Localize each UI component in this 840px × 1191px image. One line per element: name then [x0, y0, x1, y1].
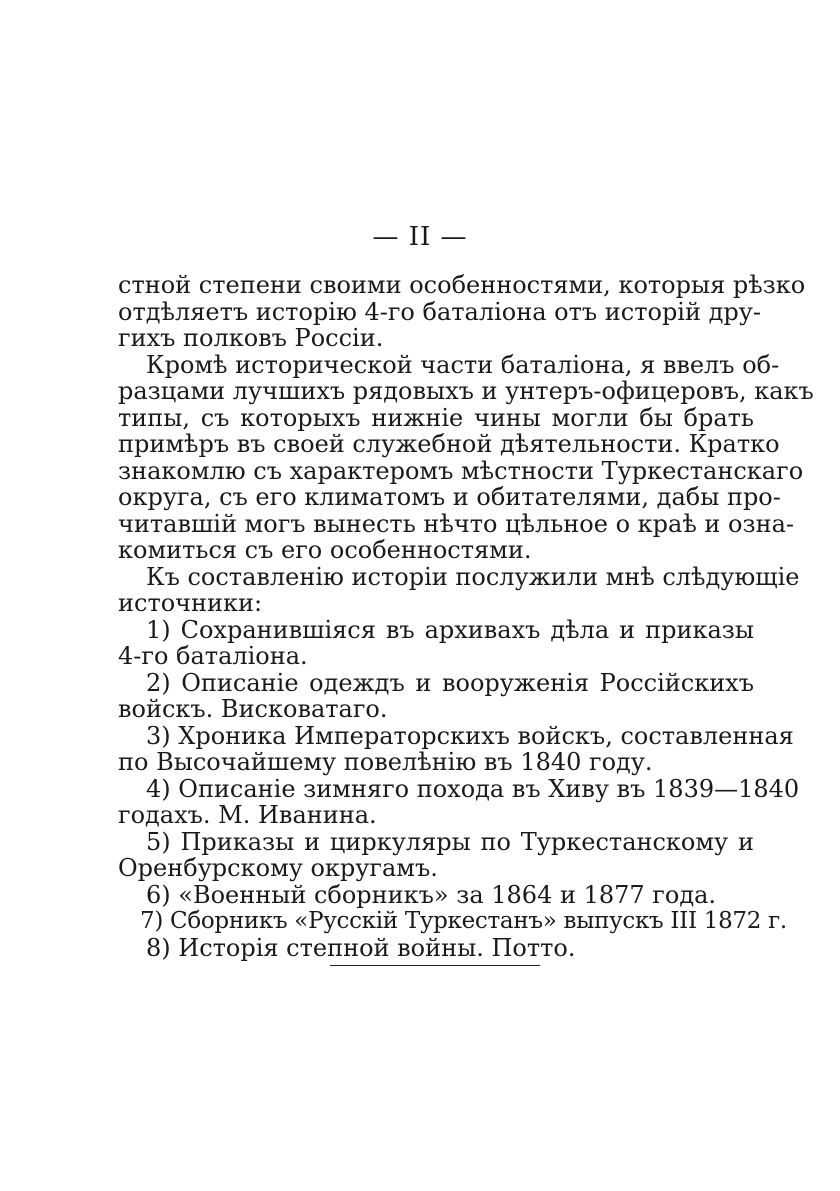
text-line: Кромѣ исторической части баталіона, я ввелъ об-: [146, 350, 780, 379]
text-line: 4) Описаніе зимняго похода въ Хиву въ 1839—1840: [146, 774, 800, 803]
source-item: [118, 935, 754, 962]
text-line: примѣръ въ своей служебной дѣятельности. Кратко: [118, 430, 780, 458]
text-line: 8) Исторія степной войны. Потто.: [146, 933, 576, 962]
source-item: [118, 908, 787, 935]
source-item: [118, 721, 794, 776]
paragraph-characters: [118, 350, 814, 564]
text-line: комиться съ его особенностями.: [118, 536, 532, 564]
source-item: [118, 670, 754, 723]
text-line: войскъ. Висковатаго.: [118, 695, 388, 723]
paragraph-sources-intro: [118, 562, 800, 617]
sources-list: [118, 615, 800, 962]
text-line: 5) Приказы и циркуляры по Туркестанскому и: [146, 827, 754, 856]
text-line: 3) Хроника Императорскихъ войскъ, составленная: [146, 721, 794, 750]
paragraph-intro: [118, 271, 806, 352]
source-item: [118, 774, 800, 829]
text-line: источники:: [118, 589, 263, 617]
text-line: годахъ. М. Иванина.: [118, 801, 377, 829]
text-line: гихъ полковъ Россіи.: [118, 324, 384, 352]
text-line: отдѣляетъ исторію 4-го баталіона отъ исторій дру-: [118, 297, 761, 326]
text-line: знакомлю съ характеромъ мѣстности Туркестанскаго: [118, 456, 804, 485]
source-item: [118, 882, 754, 909]
text-line: читавшій могъ вынесть нѣчто цѣльное о краѣ и озна-: [118, 509, 795, 538]
text-line: 6) «Военный сборникъ» за 1864 и 1877 года.: [146, 880, 717, 909]
text-line: 1) Сохранившіяся въ архивахъ дѣла и приказы: [146, 615, 754, 644]
text-line: стной степени своими особенностями, которыя рѣзко: [118, 271, 806, 299]
text-line: по Высочайшему повелѣнію въ 1840 году.: [118, 748, 653, 776]
page-number: — II —: [372, 222, 468, 252]
body-text: [118, 271, 814, 962]
text-line: 4-го баталіона.: [118, 642, 308, 670]
text-line: 2) Описаніе одеждъ и вооруженія Россійскихъ: [146, 668, 754, 697]
text-line: Оренбурскому округамъ.: [118, 854, 438, 882]
text-line: типы, съ которыхъ нижніе чины могли бы брать: [118, 403, 754, 432]
text-line: округа, съ его климатомъ и обитателями, дабы про-: [118, 483, 781, 511]
closing-rule: [330, 965, 540, 966]
text-line: Къ составленію исторіи послужили мнѣ слѣдующіе: [146, 562, 800, 591]
source-item: [118, 829, 754, 882]
text-line: 7) Сборникъ «Русскій Туркестанъ» выпускъ III 1872 г.: [140, 908, 787, 934]
source-item: [118, 617, 754, 670]
text-line: разцами лучшихъ рядовыхъ и унтеръ-офицеровъ, какъ: [118, 377, 814, 405]
